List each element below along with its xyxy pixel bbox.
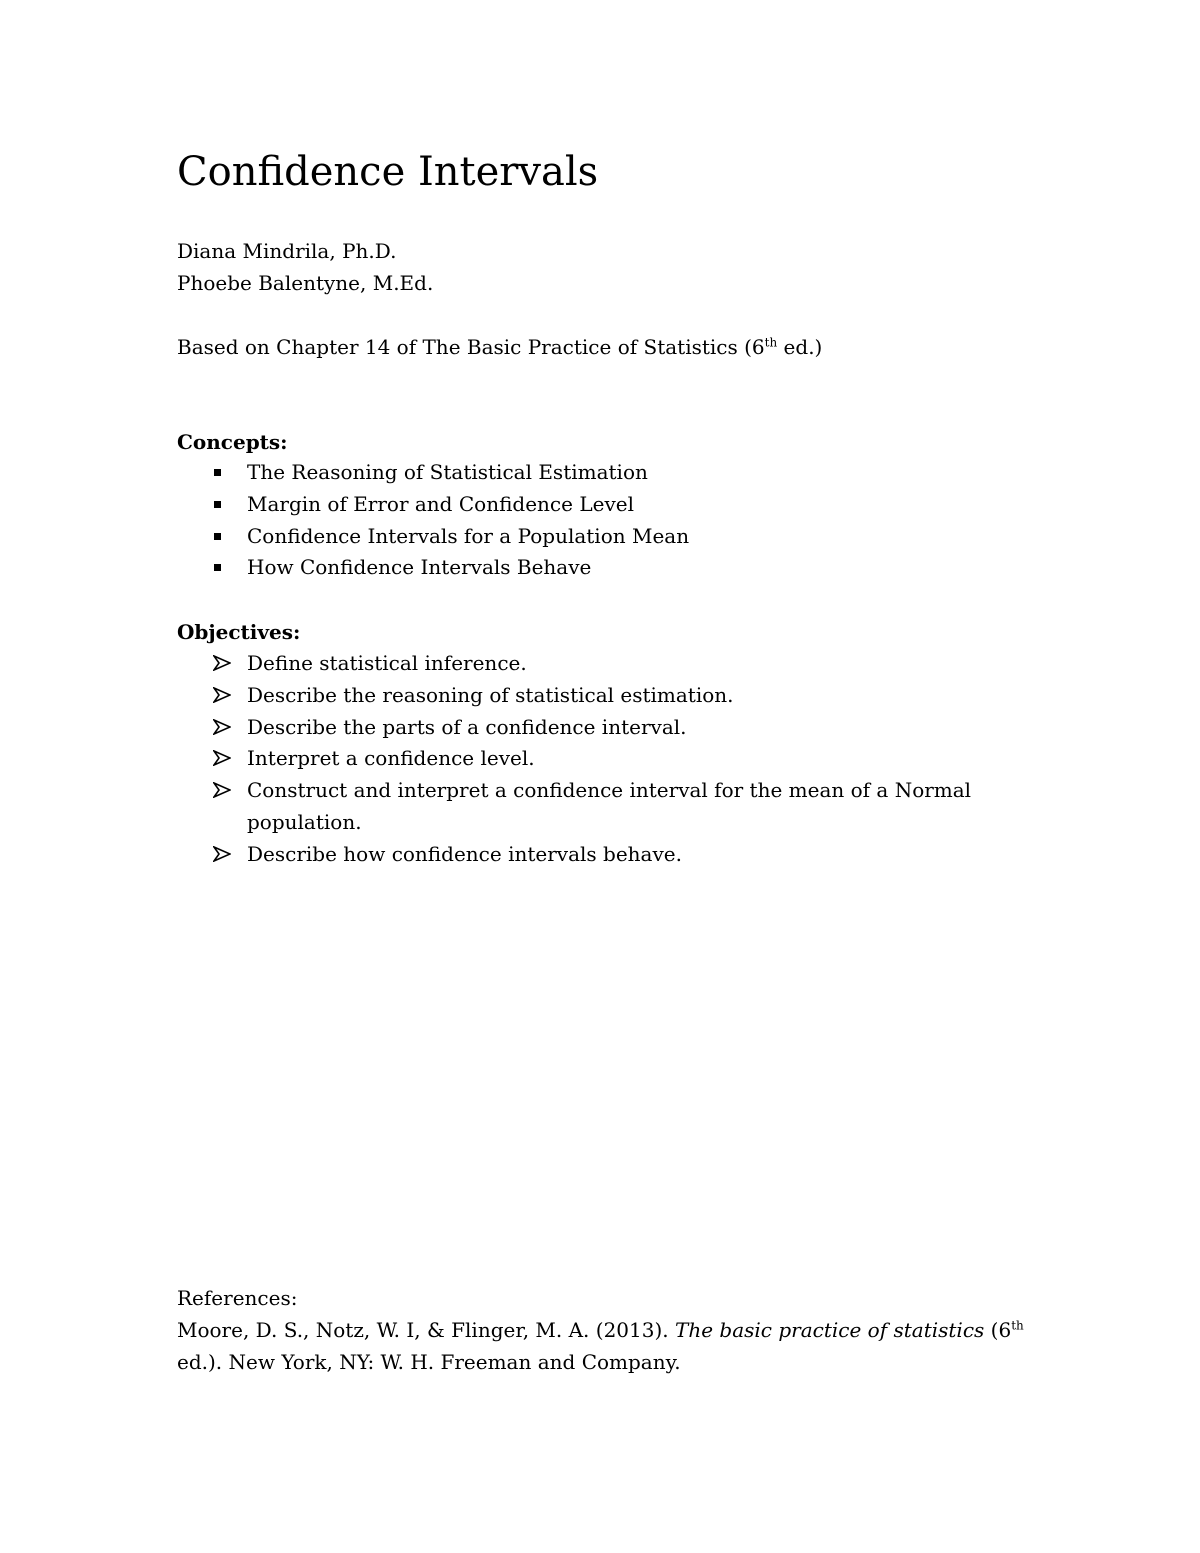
reference-citation	[177, 1315, 1024, 1345]
objectives-list	[212, 648, 971, 871]
arrow-bullet-icon	[212, 680, 232, 710]
list-item	[212, 457, 689, 489]
arrow-bullet-icon	[212, 775, 232, 805]
document-title: Confidence Intervals	[177, 149, 599, 195]
list-item	[212, 743, 971, 775]
list-item	[212, 552, 689, 584]
concept-text: Confidence Intervals for a Population Mean	[247, 523, 690, 548]
square-bullet-icon	[214, 469, 221, 476]
citation-superscript: th	[1011, 1318, 1024, 1333]
citation-edition: (6	[984, 1318, 1012, 1342]
list-item	[212, 680, 971, 712]
list-item	[212, 648, 971, 680]
concept-text: The Reasoning of Statistical Estimation	[247, 460, 648, 484]
list-item	[212, 489, 689, 521]
concept-text: Margin of Error and Confidence Level	[247, 491, 634, 516]
list-item	[212, 521, 689, 553]
square-bullet-icon	[214, 533, 221, 540]
arrow-bullet-icon	[212, 648, 232, 678]
arrow-bullet-icon	[212, 743, 232, 773]
objective-text: Describe the parts of a confidence interval.	[247, 714, 687, 739]
reference-citation-line-2: ed.). New York, NY: W. H. Freeman and Company.	[177, 1350, 681, 1374]
source-note-suffix: ed.)	[777, 335, 823, 359]
square-bullet-icon	[214, 564, 221, 571]
list-item	[212, 712, 971, 744]
arrow-bullet-icon	[212, 839, 232, 869]
source-note-prefix: Based on Chapter 14 of The Basic Practice of Statistics (6	[177, 335, 765, 359]
objective-text: Describe the reasoning of statistical estimation.	[247, 682, 734, 707]
list-item	[212, 839, 971, 871]
references-heading: References:	[177, 1286, 298, 1310]
objective-text: Define statistical inference.	[247, 651, 527, 675]
author-1: Diana Mindrila, Ph.D.	[177, 239, 397, 263]
objective-text: Describe how confidence intervals behave.	[247, 841, 682, 866]
source-note-superscript: th	[764, 335, 778, 350]
objective-text-continuation: population.	[247, 809, 362, 834]
arrow-bullet-icon	[212, 712, 232, 742]
objectives-heading: Objectives:	[177, 620, 301, 644]
concepts-heading: Concepts:	[177, 430, 288, 454]
objective-text: Construct and interpret a confidence interval for the mean of a Normal	[247, 778, 972, 803]
concepts-list	[212, 457, 689, 584]
citation-authors: Moore, D. S., Notz, W. I, & Flinger, M. A. (2013).	[177, 1318, 675, 1342]
author-2: Phoebe Balentyne, M.Ed.	[177, 271, 434, 295]
objective-text: Interpret a confidence level.	[247, 746, 535, 771]
source-note	[177, 332, 822, 362]
list-item	[212, 775, 971, 839]
concept-text: How Confidence Intervals Behave	[247, 555, 592, 580]
citation-title: The basic practice of statistics	[675, 1318, 985, 1342]
square-bullet-icon	[214, 501, 221, 508]
